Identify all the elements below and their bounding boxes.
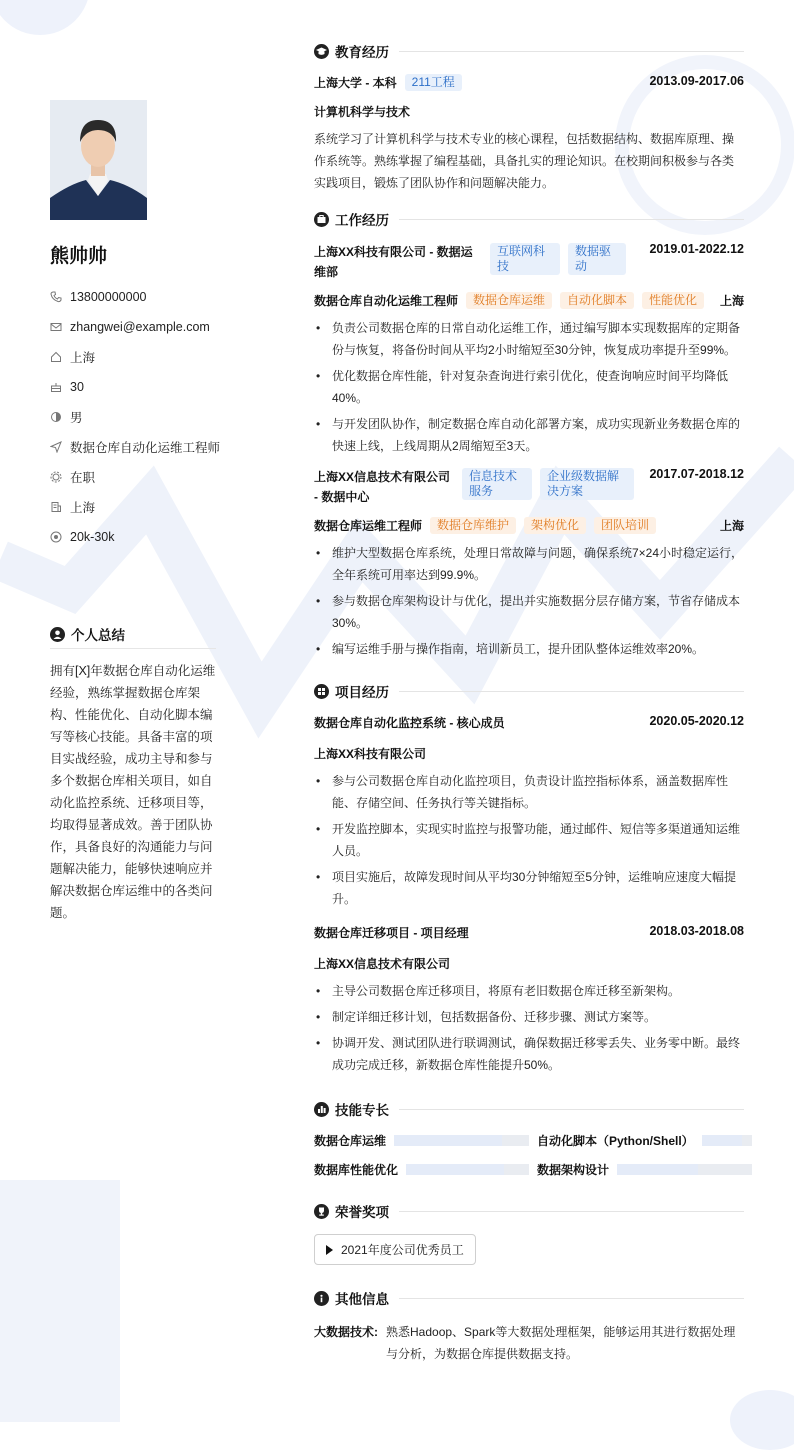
skill-tag: 性能优化 [642, 292, 704, 309]
project-date: 2020.05-2020.12 [649, 714, 744, 728]
graduation-cap-icon [314, 44, 329, 59]
cake-icon [50, 381, 62, 393]
project-name: 数据仓库自动化监控系统 - 核心成员 [314, 716, 505, 730]
other-item [314, 1321, 744, 1365]
list-item: • 开发监控脚本，实现实时监控与报警功能，通过邮件、短信等多渠道通知运维人员。 [314, 818, 744, 862]
list-item: • 制定详细迁移计划，包括数据备份、迁移步骤、测试方案等。 [314, 1006, 744, 1028]
skill-item: 数据仓库运维 [314, 1132, 529, 1149]
work-date: 2017.07-2018.12 [649, 467, 744, 481]
list-item: • 项目实施后，故障发现时间从平均30分钟缩短至5分钟，运维响应速度大幅提升。 [314, 866, 744, 910]
industry-tag: 信息技术服务 [462, 468, 532, 500]
work-location: 上海 [719, 294, 744, 308]
other-text: 熟悉Hadoop、Spark等大数据处理框架，能够运用其进行数据处理与分析，为数据仓库提供数据支持。 [386, 1325, 736, 1361]
divider [399, 51, 744, 52]
divider [399, 1109, 744, 1110]
education-date: 2013.09-2017.06 [649, 74, 744, 88]
project-company: 上海XX科技有限公司 [314, 747, 427, 761]
info-email: zhangwei@example.com [50, 312, 270, 342]
project-bullets [314, 980, 744, 1076]
skill-tag: 架构优化 [524, 517, 586, 534]
play-icon [326, 1245, 333, 1255]
project-item [314, 924, 744, 1076]
skill-tag: 团队培训 [594, 517, 656, 534]
section-work: 工作经历 [314, 206, 744, 232]
skill-item: 数据架构设计 [537, 1161, 752, 1178]
trophy-icon [314, 1204, 329, 1219]
salary-icon [50, 531, 62, 543]
status-icon [50, 471, 62, 483]
list-item: • 负责公司数据仓库的日常自动化运维工作，通过编写脚本实现数据库的定期备份与恢复，将备份时间从平均2小时缩短至30分钟，恢复成功率提升至99%。 [314, 317, 744, 361]
role-title: 数据仓库运维工程师 [314, 519, 423, 533]
award-item: 2021年度公司优秀员工 [314, 1234, 476, 1265]
info-status: 在职 [50, 462, 270, 492]
skill-bar-fill [394, 1135, 502, 1146]
work-date: 2019.01-2022.12 [649, 242, 744, 256]
role-row [314, 292, 744, 309]
company-name: 上海XX科技有限公司 - 数据运维部 [314, 245, 473, 279]
skill-tag: 数据仓库维护 [430, 517, 516, 534]
education-header [314, 74, 744, 91]
section-awards: 荣誉奖项 [314, 1198, 744, 1224]
list-item: • 主导公司数据仓库迁移项目，将原有老旧数据仓库迁移至新架构。 [314, 980, 744, 1002]
project-header [314, 714, 744, 731]
skill-tag: 数据仓库运维 [466, 292, 552, 309]
major: 计算机科学与技术 [314, 105, 411, 119]
avatar [50, 100, 147, 220]
info-phone: 13800000000 [50, 282, 270, 312]
profile-name: 熊帅帅 [50, 246, 108, 267]
info-position: 数据仓库自动化运维工程师 [50, 432, 270, 462]
school-name: 上海大学 - 本科 [314, 76, 397, 90]
list-item: • 维护大型数据仓库系统，处理日常故障与问题，确保系统7×24小时稳定运行，全年系统可用率达到99.9%。 [314, 542, 744, 586]
mail-icon [50, 321, 62, 333]
info-salary: 20k-30k [50, 522, 270, 552]
info-icon [314, 1291, 329, 1306]
project-company: 上海XX信息技术有限公司 [314, 957, 451, 971]
divider [399, 1211, 744, 1212]
project-date: 2018.03-2018.08 [649, 924, 744, 938]
gender-icon [50, 411, 62, 423]
list-item: • 与开发团队协作，制定数据仓库自动化部署方案，成功实现新业务数据仓库的快速上线，上线周期从2周缩短至3天。 [314, 413, 744, 457]
skill-item: 自动化脚本（Python/Shell） [537, 1132, 752, 1149]
project-name: 数据仓库迁移项目 - 项目经理 [314, 926, 469, 940]
skill-bar-fill [617, 1164, 698, 1175]
role-title: 数据仓库自动化运维工程师 [314, 294, 459, 308]
other-label: 大数据技术: [314, 1325, 378, 1339]
project-header [314, 924, 744, 941]
divider [399, 691, 744, 692]
industry-tag: 互联网科技 [490, 243, 560, 275]
skill-bar [617, 1164, 752, 1175]
decor-shape [730, 1390, 794, 1450]
send-icon [50, 441, 62, 453]
summary-heading: 个人总结 [50, 624, 216, 649]
list-item: • 参与公司数据仓库自动化监控项目，负责设计监控指标体系，涵盖数据库性能、存储空间、任务执行等关键指标。 [314, 770, 744, 814]
work-item [314, 467, 744, 660]
info-age: 30 [50, 372, 270, 402]
skills-grid [314, 1132, 744, 1178]
project-item [314, 714, 744, 910]
section-education: 教育经历 [314, 38, 744, 64]
project-bullets [314, 770, 744, 910]
contact-info [50, 282, 270, 552]
divider [399, 219, 744, 220]
skill-tag: 自动化脚本 [560, 292, 634, 309]
work-bullets [314, 542, 744, 660]
education-desc: 系统学习了计算机科学与技术专业的核心课程，包括数据结构、数据库原理、操作系统等。熟练掌握了编程基础，具备扎实的理论知识。在校期间积极参与各类实践项目，锻炼了团队协作和问题解决能力。 [314, 132, 735, 190]
industry-tag: 数据驱动 [568, 243, 626, 275]
work-location: 上海 [719, 519, 744, 533]
industry-tag: 企业级数据解决方案 [540, 468, 634, 500]
home-icon [50, 351, 62, 363]
summary-text: 拥有[X]年数据仓库自动化运维经验，熟练掌握数据仓库架构、性能优化、自动化脚本编写等核心技能。具备丰富的项目实战经验，成功主导和参与多个数据仓库相关项目，如自动化监控系统、迁移项目等，均取得显著成效。善于团队协作，具备良好的沟通能力与问题解决能力，能够快速响应并解决数据仓库运维中的各类问题。 [50, 664, 216, 920]
list-item: • 编写运维手册与操作指南，培训新员工，提升团队整体运维效率20%。 [314, 638, 744, 660]
company-name: 上海XX信息技术有限公司 - 数据中心 [314, 470, 451, 504]
work-bullets [314, 317, 744, 457]
decor-shape [0, 0, 90, 35]
skill-bar [394, 1135, 529, 1146]
list-item: • 协调开发、测试团队进行联调测试，确保数据迁移零丢失、业务零中断。最终成功完成迁移，新数据仓库性能提升50%。 [314, 1032, 744, 1076]
skill-bar-fill [406, 1164, 504, 1175]
bar-chart-icon [314, 1102, 329, 1117]
divider [399, 1298, 744, 1299]
work-header [314, 467, 744, 507]
phone-icon [50, 291, 62, 303]
section-skills: 技能专长 [314, 1096, 744, 1122]
skill-bar-fill [702, 1135, 742, 1146]
list-item: • 参与数据仓库架构设计与优化，提出并实施数据分层存储方案，节省存储成本30%。 [314, 590, 744, 634]
info-location: 上海 [50, 492, 270, 522]
user-icon [50, 627, 65, 642]
skill-bar [406, 1164, 529, 1175]
decor-block [0, 1180, 120, 1422]
list-item: • 优化数据仓库性能，针对复杂查询进行索引优化，使查询响应时间平均降低40%。 [314, 365, 744, 409]
briefcase-icon [314, 212, 329, 227]
section-other: 其他信息 [314, 1285, 744, 1311]
grid-icon [314, 684, 329, 699]
school-tag: 211工程 [405, 74, 462, 91]
skill-item: 数据库性能优化 [314, 1161, 529, 1178]
section-projects: 项目经历 [314, 678, 744, 704]
info-city: 上海 [50, 342, 270, 372]
role-row [314, 517, 744, 534]
building-icon [50, 501, 62, 513]
main-content [314, 38, 744, 1365]
info-gender: 男 [50, 402, 270, 432]
work-item [314, 242, 744, 457]
skill-bar [702, 1135, 752, 1146]
work-header [314, 242, 744, 282]
